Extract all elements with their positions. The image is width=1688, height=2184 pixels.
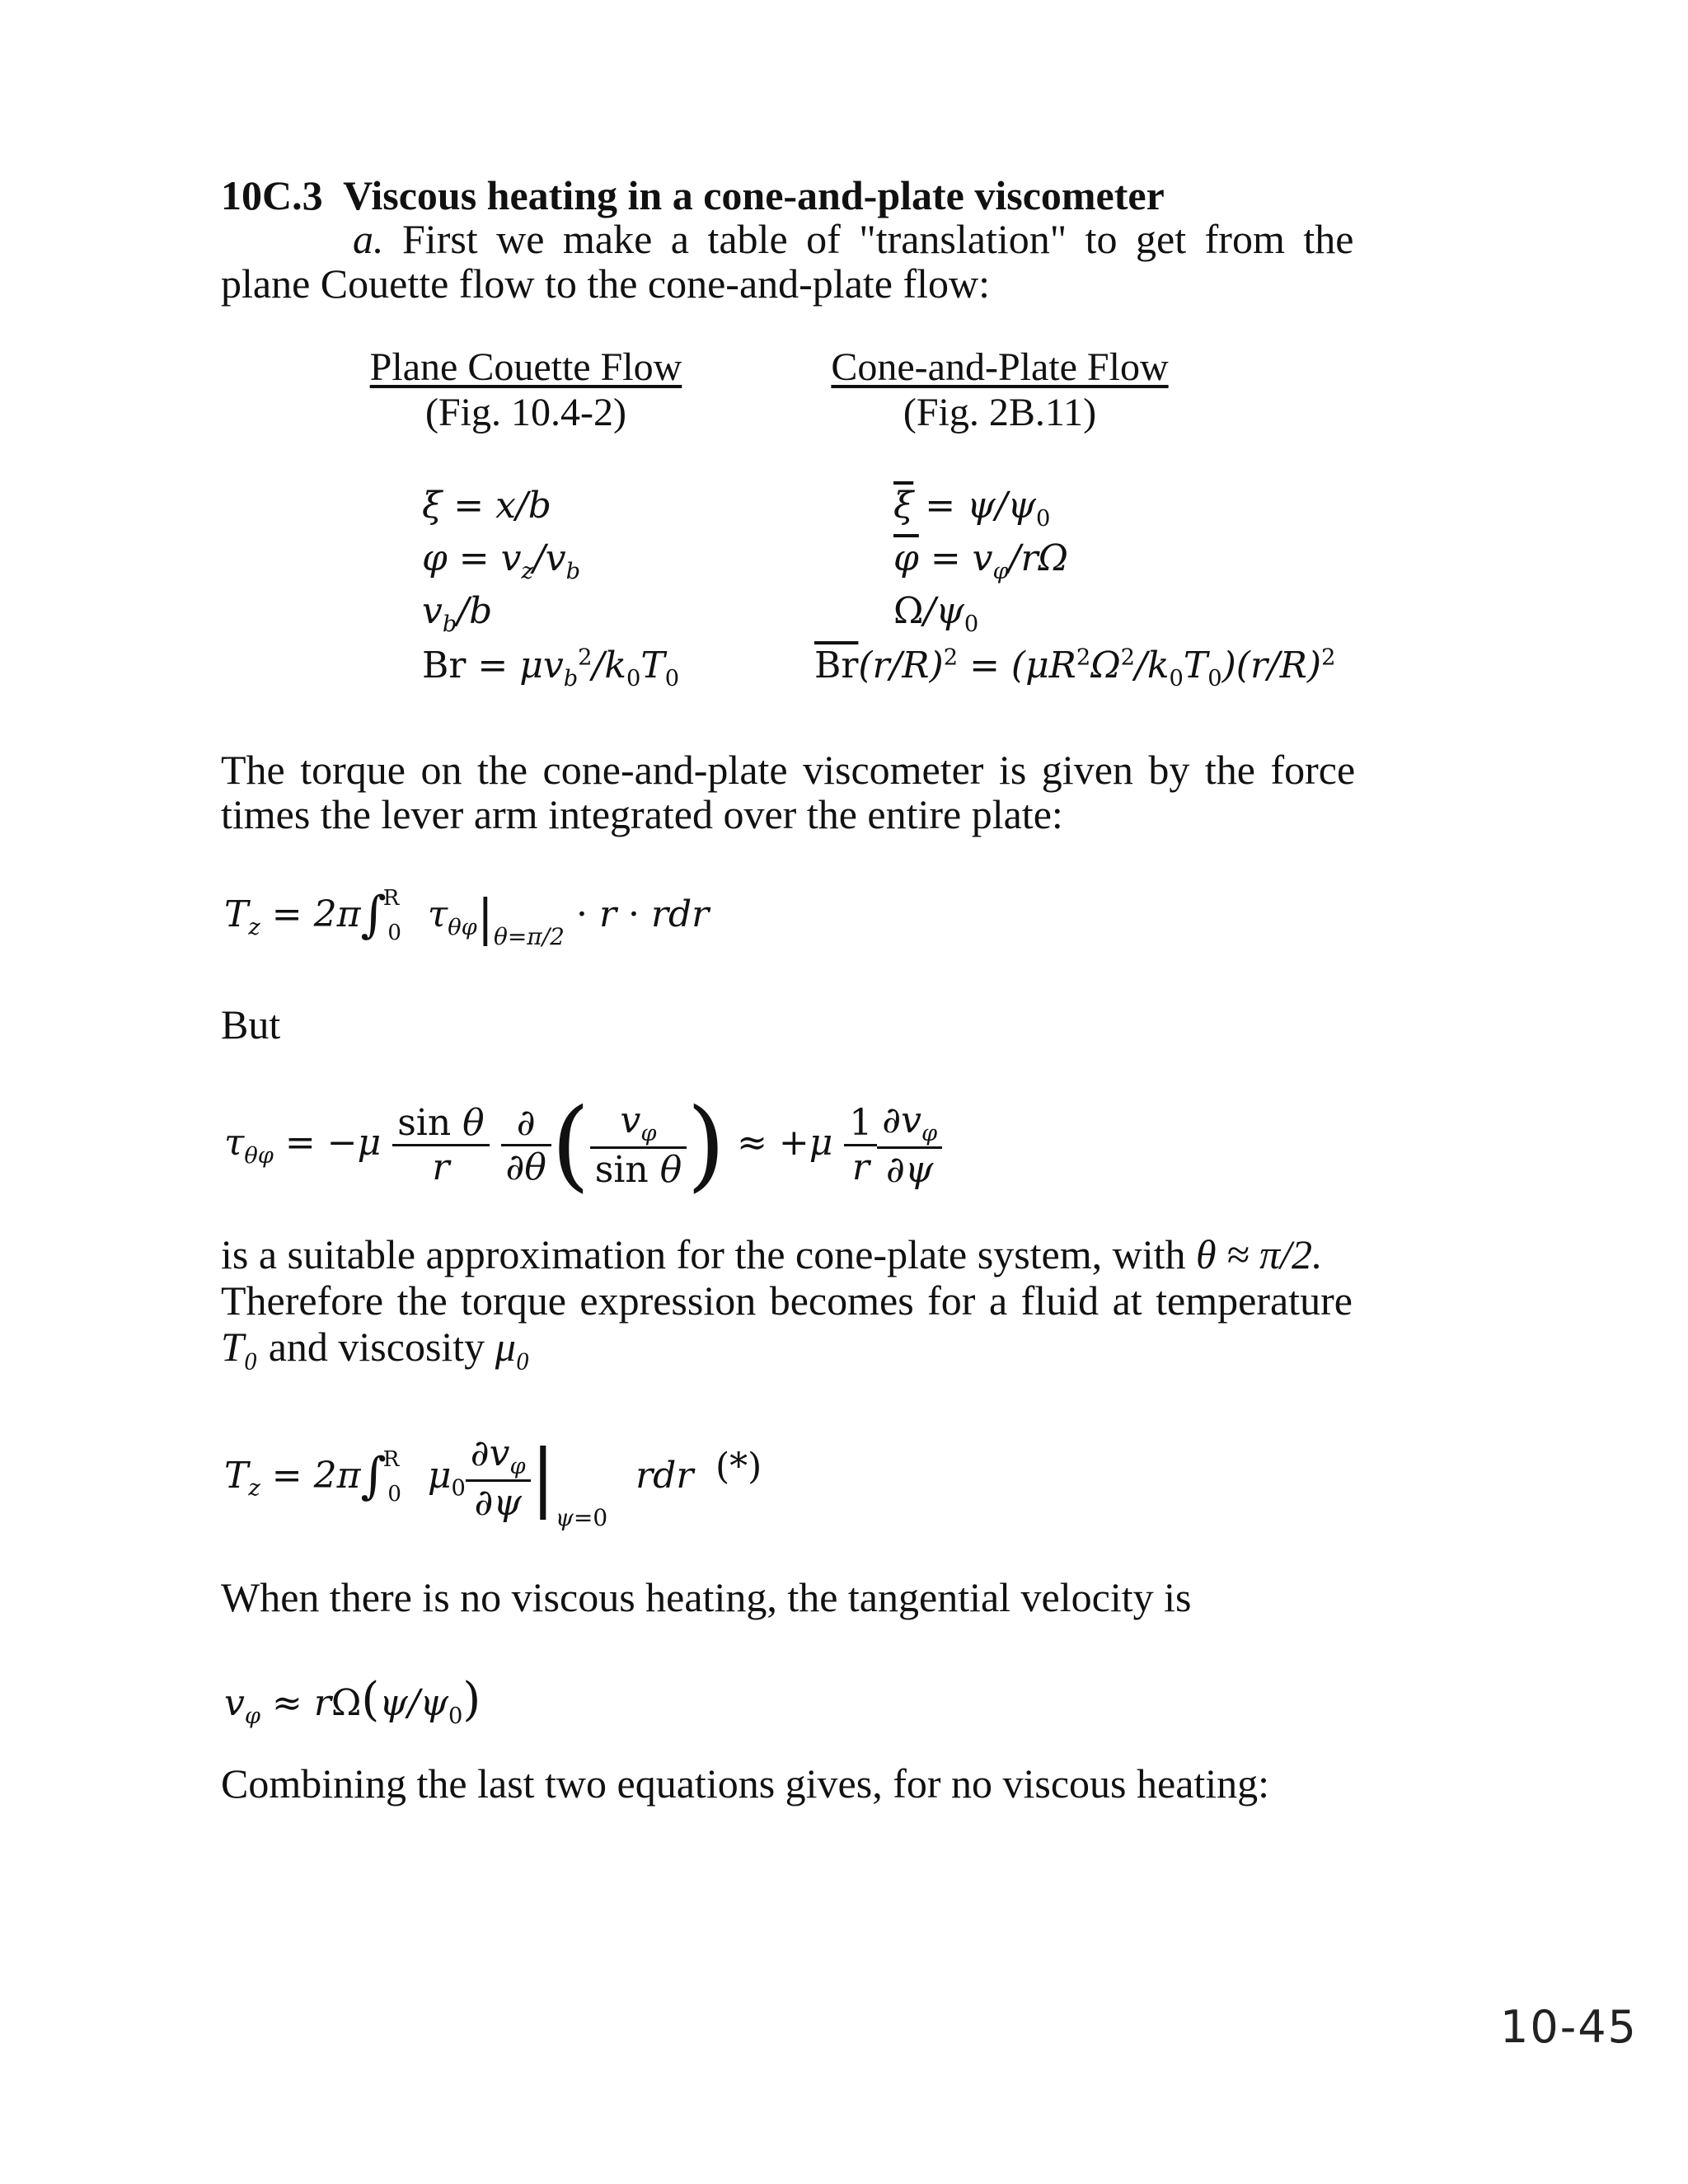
approx-line-3 [221,1324,530,1370]
equation-velocity: $v_\varphi \approx r\Omega(\psi/\psi_0)$ [224,1673,481,1729]
section-heading [221,171,1165,219]
approx-text-3: and viscosity [268,1324,485,1370]
intro-line-2: plane Couette flow to the cone-and-plate flow: [221,260,991,307]
right-row-rate: $\Omega/\psi_0$ [893,590,979,637]
torque-para-line-2: times the lever arm integrated over the entire plate: [221,791,1063,837]
left-row-rate: $v_b/b$ [422,590,493,637]
but-word: But [221,1001,281,1047]
combining-text: Combining the last two equations gives, for no viscous heating: [221,1760,1270,1807]
equation-torque-star: $T_z = 2\pi\int^R_0$ $\mu_0$ $\frac{\partial v_\varphi}{\partial\psi}$ $|_{\psi=0}$ rdr [224,1432,694,1531]
left-row-brinkman: $Br = \mu v_b^2/k_0T_0$ [422,644,680,691]
left-header-title: Plane Couette Flow [369,345,682,389]
equation-star-marker: (*) [715,1446,762,1488]
intro-line-1 [353,216,1353,262]
torque-para-line-1: The torque on the cone-and-plate viscometer is given by the force [221,747,1356,793]
approx-temperature: T₀ [221,1324,259,1370]
left-row-phi: $\varphi = v_z/v_b$ [422,537,581,584]
approx-line-1 [221,1231,1323,1277]
right-row-phi: $\overline{\varphi} = v_\varphi/r\Omega$ [893,537,1068,584]
intro-text-1: First we make a table of "translation" to get from the [402,216,1354,262]
left-header-figure: (Fig. 10.4-2) [425,391,626,434]
approx-viscosity: μ₀ [495,1324,531,1370]
section-title: Viscous heating in a cone-and-plate viscometer [343,172,1165,218]
right-row-xi: $\overline{\xi} = \psi/\psi_0$ [893,485,1051,532]
part-label: a. [353,216,384,262]
left-column-header [353,344,699,435]
no-heating-text: When there is no viscous heating, the tangential velocity is [221,1574,1192,1620]
approx-line-2: Therefore the torque expression becomes for a fluid at temperature [221,1277,1353,1324]
left-row-xi: ξ = x/b [422,485,551,527]
equation-torque: $T_z = 2\pi\int^R_0$ $\tau_{\theta\varphi}|_{\theta=\pi/2} \cdot r$ · rdr [224,886,710,950]
equation-stress: $\tau_{\theta\varphi} = -\mu$ $\frac{\text{sin θ}}{r}$ $\frac{\partial}{\partial\theta}$ ( $\frac{v_\varphi}{\text{sin θ}}$ ) ≈ +μ $\frac{1}{r}$ $\frac{\partial v_\varphi}{\partial\psi}$ [224,1088,942,1202]
right-header-figure: (Fig. 2B.11) [903,391,1097,434]
approx-theta: θ ≈ π/2. [1196,1231,1323,1277]
section-number: 10C.3 [221,172,323,218]
right-header-title: Cone-and-Plate Flow [831,345,1169,389]
right-row-brinkman: $\overline{Br}(r/R)^2 = (\mu R^2\Omega^2/k_0T_0)(r/R)^2$ [814,644,1336,691]
page-number: 10-45 [1500,2001,1638,2053]
right-column-header [806,344,1193,435]
approx-text-1: is a suitable approximation for the cone-plate system, with [221,1231,1186,1277]
